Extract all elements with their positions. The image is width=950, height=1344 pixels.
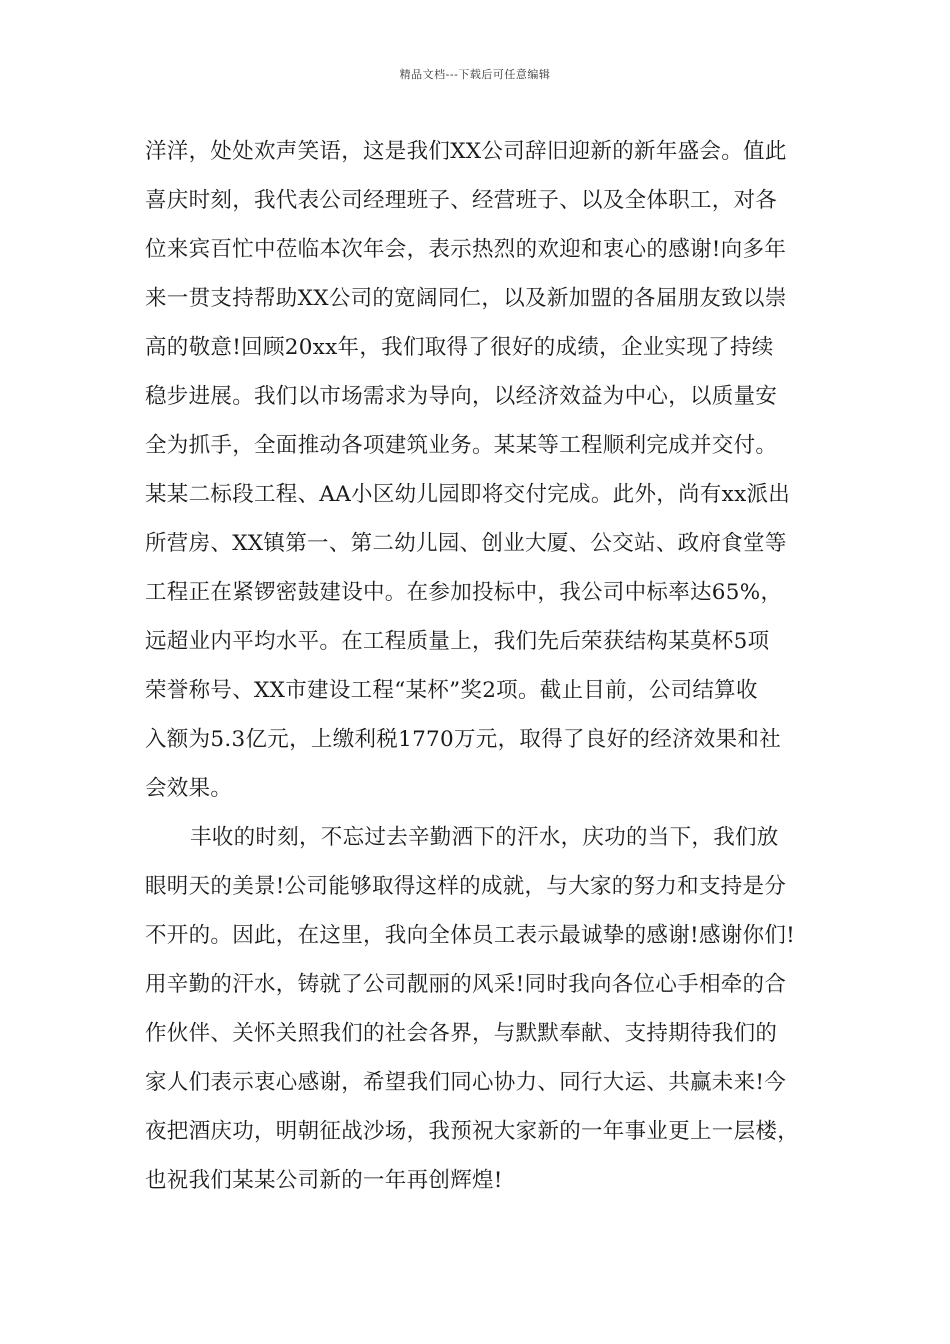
paragraph-1-line: 高的敬意!回顾20xx年，我们取得了很好的成绩，企业实现了持续 [145, 335, 774, 360]
paragraph-1-line: 洋洋，处处欢声笑语，这是我们XX公司辞旧迎新的新年盛会。值此 [145, 139, 787, 164]
paragraph-1-line: 某某二标段工程、AA小区幼儿园即将交付完成。此外，尚有xx派出 [145, 482, 791, 507]
paragraph-1-line: 所营房、XX镇第一、第二幼儿园、创业大厦、公交站、政府食堂等 [145, 531, 787, 556]
paragraph-1-line: 稳步进展。我们以市场需求为导向，以经济效益为中心，以质量安 [145, 384, 778, 409]
paragraph-2-line: 作伙伴、关怀关照我们的社会各界，与默默奉献、支持期待我们的 [145, 1021, 778, 1046]
paragraph-2-line: 夜把酒庆功，明朝征战沙场，我预祝大家新的一年事业更上一层楼， [145, 1119, 800, 1144]
paragraph-1-line: 荣誉称号、XX市建设工程“某杯”奖2项。截止目前，公司结算收 [145, 678, 758, 703]
document-body [145, 132, 835, 1210]
paragraph-1-line: 来一贯支持帮助XX公司的宽阔同仁，以及新加盟的各届朋友致以崇 [145, 286, 787, 311]
paragraph-2-line: 家人们表示衷心感谢，希望我们同心协力、同行大运、共赢未来!今 [145, 1070, 787, 1095]
paragraph-2-line: 眼明天的美景!公司能够取得这样的成就，与大家的努力和支持是分 [145, 874, 787, 899]
paragraph-1-line: 工程正在紧锣密鼓建设中。在参加投标中，我公司中标率达65%， [145, 580, 783, 605]
paragraph-1-line: 远超业内平均水平。在工程质量上，我们先后荣获结构某莫杯5项 [145, 629, 770, 654]
paragraph-2-line: 丰收的时刻，不忘过去辛勤洒下的汗水，庆功的当下，我们放 [190, 825, 779, 850]
paragraph-1-line: 全为抓手，全面推动各项建筑业务。某某等工程顺利完成并交付。 [145, 433, 778, 458]
paragraph-2-line: 不开的。因此，在这里，我向全体员工表示最诚挚的感谢!感谢你们! [145, 923, 796, 948]
paragraph-1-line: 位来宾百忙中莅临本次年会，表示热烈的欢迎和衷心的感谢!向多年 [145, 237, 787, 262]
paragraph-2-line: 也祝我们某某公司新的一年再创辉煌! [145, 1168, 503, 1193]
paragraph-1-line: 会效果。 [145, 776, 233, 801]
paragraph-1-line: 入额为5.3亿元，上缴利税1770万元，取得了良好的经济效果和社 [145, 727, 782, 752]
page-header: 精品文档---下载后可任意编辑 [399, 68, 551, 81]
paragraph-2-line: 用辛勤的汗水，铸就了公司靓丽的风采!同时我向各位心手相牵的合 [145, 972, 787, 997]
paragraph-1-line: 喜庆时刻，我代表公司经理班子、经营班子、以及全体职工，对各 [145, 188, 778, 213]
